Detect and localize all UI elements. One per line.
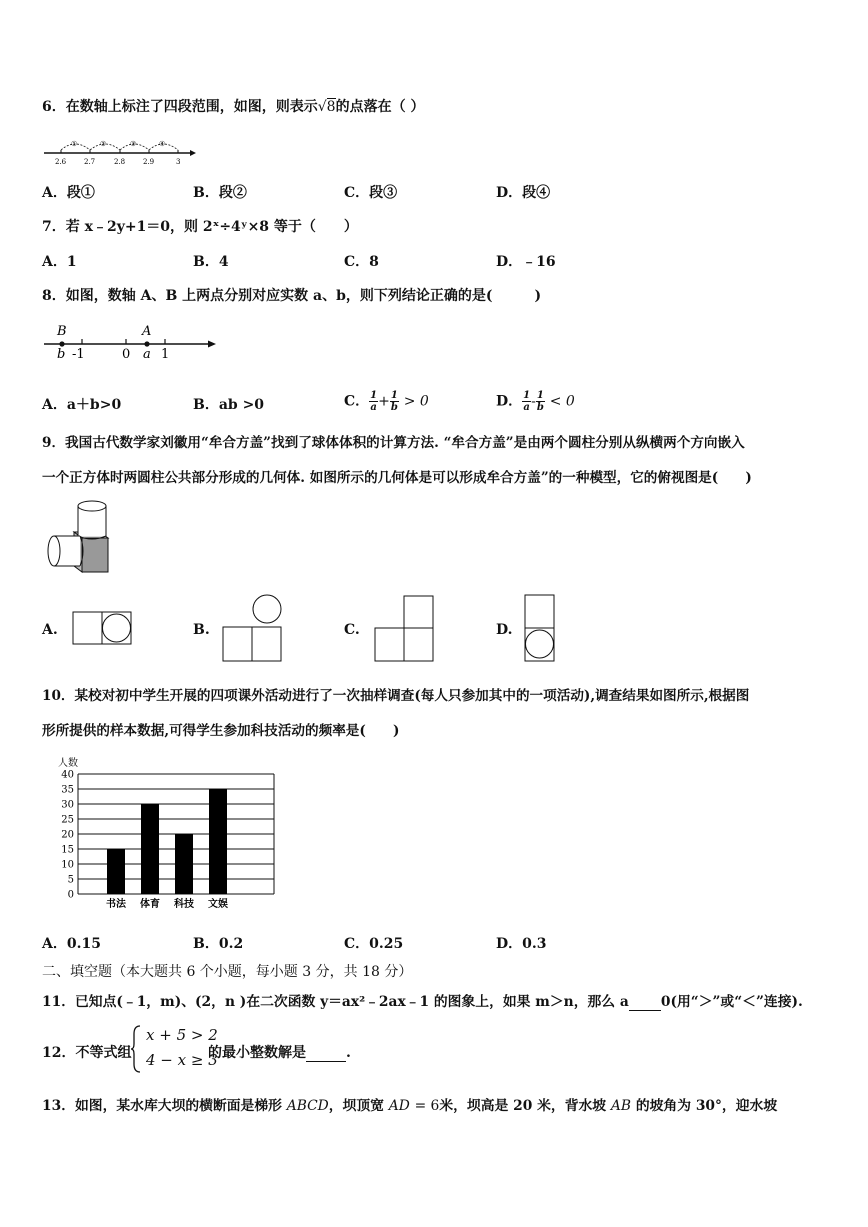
q8-label-a: a: [143, 347, 151, 362]
q10-option-a: A．0.15: [42, 936, 101, 952]
q8-c-f2-n: 1: [390, 390, 398, 401]
section2-heading: 二、填空题（本大题共 6 个小题，每小题 3 分，共 18 分）: [42, 964, 413, 980]
q7-stem: 7．若 x﹣2y+1＝0，则 2ˣ÷4ʸ×8 等于（ ）: [42, 219, 358, 235]
q8-option-d: [496, 390, 575, 413]
chart-y-tick-label: 35: [61, 784, 74, 796]
q8-c-f1-d: a: [370, 402, 377, 413]
chart-bars: [107, 789, 227, 894]
q13-ad: AD: [388, 1098, 410, 1114]
q10-option-b: B．0.2: [193, 936, 244, 952]
q13-ab: AB: [610, 1098, 632, 1114]
q11-stem-a: 11．已知点(﹣1，m)、(2，n )在二次函数 y＝ax²﹣2ax﹣1 的图象上，如果 m＞n，那么 a: [42, 994, 629, 1010]
q7-option-d: D．﹣16: [496, 254, 556, 270]
q9-option-a: A.: [42, 622, 58, 638]
chart-bar-4: [209, 789, 227, 894]
chart-y-tick-label: 20: [61, 829, 74, 841]
q12-brace: [130, 1024, 142, 1074]
q10-bar-chart: [56, 756, 278, 916]
q8-label-A: A: [142, 324, 152, 339]
chart-bar-3: [175, 834, 193, 894]
q8-option-b: B．ab >0: [193, 397, 265, 413]
q6-tick-1: 2.6: [55, 158, 67, 166]
chart-x-tick-label: 科技: [174, 899, 194, 910]
q6-tick-2: 2.7: [84, 158, 96, 166]
q6-option-c: C．段③: [344, 185, 398, 201]
q7-option-c: C．8: [344, 254, 379, 270]
chart-y-tick-label: 25: [61, 814, 74, 826]
q13-abcd: ABCD: [286, 1098, 329, 1114]
q11-answer-blank[interactable]: [629, 994, 661, 1011]
q6-tick-5: 3: [176, 158, 181, 166]
q6-option-b: B．段②: [193, 185, 247, 201]
q8-c-f2-d: b: [390, 402, 398, 413]
q8-d-f1-d: a: [523, 402, 530, 413]
chart-y-tick-labels: [61, 770, 74, 901]
q8-option-a: A．a＋b>0: [42, 397, 122, 413]
q8-label-1: 1: [161, 347, 170, 362]
q8-d-f2-n: 1: [536, 390, 544, 401]
q8-d-f1-n: 1: [523, 390, 531, 401]
q8-c-f1-n: 1: [370, 390, 378, 401]
q8-number-line: [42, 322, 222, 362]
chart-x-tick-label: 体育: [140, 899, 160, 910]
chart-y-tick-label: 0: [67, 889, 74, 901]
q10-stem-line2: 形所提供的样本数据,可得学生参加科技活动的频率是( ): [42, 723, 400, 739]
chart-y-tick-label: 5: [67, 874, 74, 886]
q9-stem-line1: 9．我国古代数学家刘徽用“牟合方盖”找到了球体体积的计算方法. “牟合方盖”是由两个圆柱分别从纵横两个方向嵌入: [42, 435, 745, 451]
q9-option-c-figure: [374, 594, 436, 664]
q6-seg-4: ④: [159, 140, 166, 148]
sqrt-symbol: √: [317, 99, 327, 115]
q8-c-rel: > 0: [403, 393, 429, 410]
q9-solid-figure: [44, 498, 114, 578]
q10-option-c: C．0.25: [344, 936, 404, 952]
q12-ineq-2: 4 − x ≥ 3: [146, 1051, 218, 1069]
q12-stem-tail: [208, 1042, 351, 1062]
q13-stem-c: 米，坝高是 20 米，背水坡: [439, 1098, 607, 1114]
q8-label-neg1: -1: [72, 347, 85, 362]
q12-stem-c: .: [346, 1045, 351, 1061]
q10-option-d: D．0.3: [496, 936, 547, 952]
chart-x-tick-label: 文娱: [208, 899, 228, 910]
q8-opt-c-prefix: C．: [344, 393, 370, 410]
q11-stem: [42, 990, 803, 1011]
q6-number-line: [42, 136, 202, 168]
q6-stem-b: 的点落在（ ）: [335, 99, 425, 115]
q6-option-d: D．段④: [496, 185, 551, 201]
q12-stem-a: 12．不等式组: [42, 1045, 132, 1061]
q10-stem-line1: 10．某校对初中学生开展的四项课外活动进行了一次抽样调查(每人只参加其中的一项活动),调查结果如图所示,根据图: [42, 688, 750, 704]
q8-option-c: [344, 390, 429, 413]
chart-bar-2: [141, 804, 159, 894]
chart-y-tick-label: 30: [61, 799, 74, 811]
q8-label-b: b: [57, 347, 66, 362]
q9-option-c: C.: [344, 622, 360, 638]
q9-option-a-figure: [72, 610, 134, 646]
q12-answer-blank[interactable]: [306, 1045, 346, 1062]
q9-stem-line2: 一个正方体时两圆柱公共部分形成的几何体. 如图所示的几何体是可以形成牟合方盖”的一种模型，它的俯视图是( ): [42, 470, 752, 486]
chart-y-tick-label: 10: [61, 859, 74, 871]
q8-label-0: 0: [122, 347, 131, 362]
q6-seg-2: ②: [100, 140, 107, 148]
q12-ineq-1: x + 5 > 2: [146, 1026, 218, 1044]
q8-d-rel: < 0: [549, 393, 575, 410]
q8-c-op: +: [378, 393, 390, 410]
q6-stem: [42, 96, 424, 116]
q6-tick-3: 2.8: [114, 158, 126, 166]
q6-seg-3: ③: [130, 140, 137, 148]
q13-stem-a: 13．如图，某水库大坝的横断面是梯形: [42, 1098, 282, 1114]
q12-stem-b: 的最小整数解是: [208, 1045, 306, 1061]
q6-tick-4: 2.9: [143, 158, 155, 166]
q13-stem-d: 的坡角为 30°，迎水坡: [635, 1098, 778, 1114]
q8-stem: 8．如图，数轴 A、B 上两点分别对应实数 a、b，则下列结论正确的是( ): [42, 288, 542, 304]
q13-eq: = 6: [414, 1098, 440, 1114]
q8-d-op: -: [531, 393, 536, 410]
chart-x-tick-label: 书法: [106, 899, 126, 910]
chart-y-tick-label: 15: [61, 844, 74, 856]
q8-label-B: B: [57, 324, 67, 339]
q9-option-d: D.: [496, 622, 513, 638]
q6-stem-a: 6．在数轴上标注了四段范围，如图，则表示: [42, 99, 318, 115]
q8-d-f2-d: b: [536, 402, 544, 413]
q13-stem-b: ，坝顶宽: [328, 1098, 384, 1114]
q9-option-d-figure: [523, 594, 557, 664]
q11-stem-b: 0(用“＞”或“＜”连接).: [660, 994, 803, 1010]
chart-y-tick-label: 40: [61, 769, 74, 781]
chart-ylabel: 人数: [58, 758, 78, 769]
q9-option-b: B.: [193, 622, 210, 638]
q6-option-a: A．段①: [42, 185, 95, 201]
chart-bar-1: [107, 849, 125, 894]
q13-stem: [42, 1094, 777, 1114]
chart-x-tick-labels: [106, 897, 228, 910]
q8-opt-d-prefix: D．: [496, 393, 523, 410]
q7-option-b: B．4: [193, 254, 229, 270]
q7-option-a: A．1: [42, 254, 77, 270]
q6-seg-1: ①: [71, 140, 78, 148]
q6-radical: 8: [326, 99, 336, 115]
q9-option-b-figure: [222, 594, 284, 664]
